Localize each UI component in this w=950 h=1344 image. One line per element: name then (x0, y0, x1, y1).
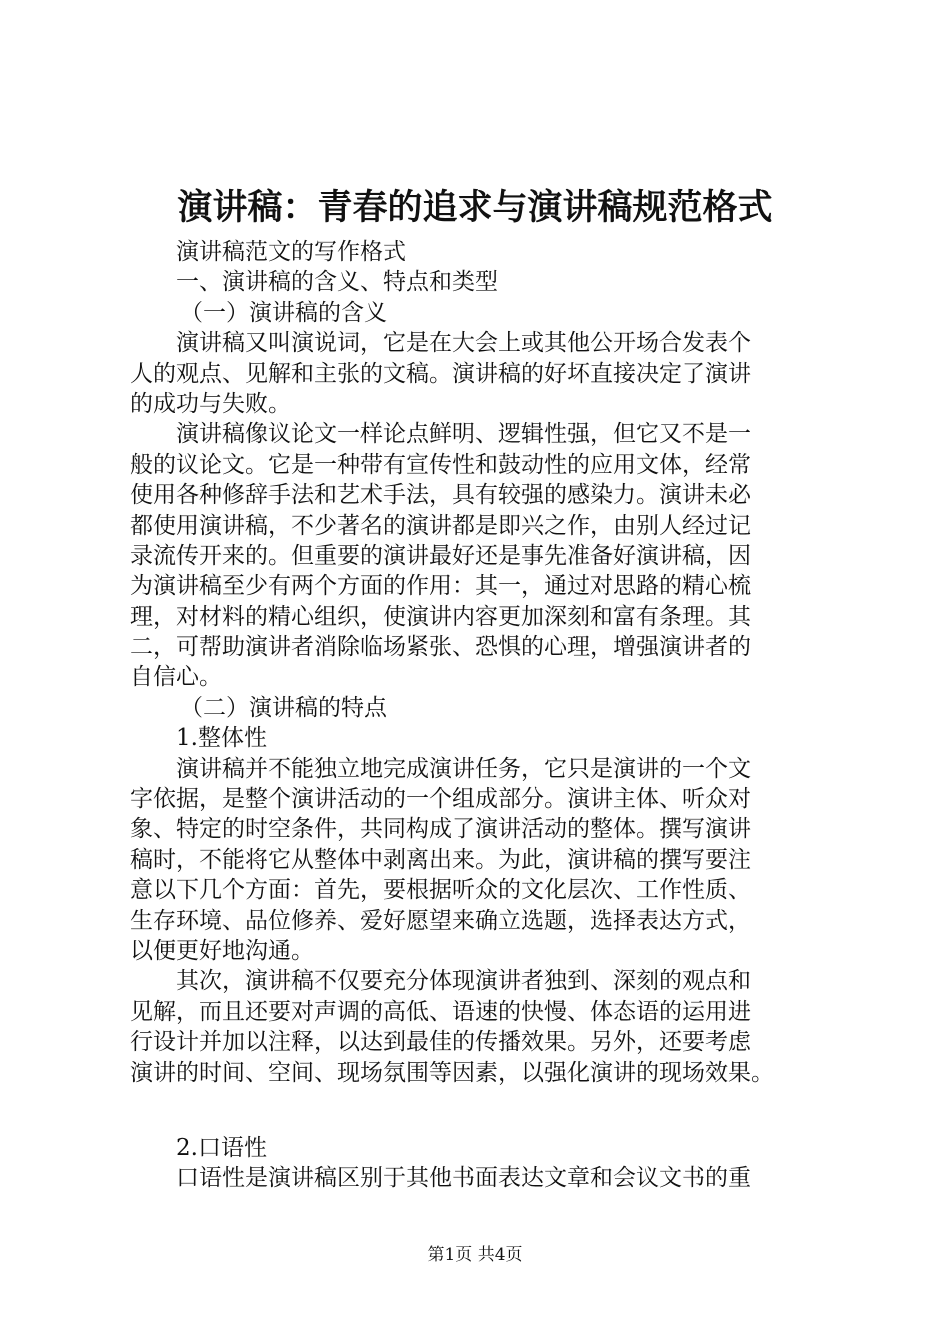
text-line: 演讲稿范文的写作格式 (176, 239, 406, 265)
text-line: 以便更好地沟通。 (130, 937, 314, 964)
text-line: 为演讲稿至少有两个方面的作用：其一，通过对思路的精心梳 (130, 573, 751, 600)
text-line: 生存环境、品位修养、爱好愿望来确立选题，选择表达方式， (130, 907, 751, 934)
text-line: 演讲稿又叫演说词，它是在大会上或其他公开场合发表个 (176, 330, 751, 357)
text-line: 般的议论文。它是一种带有宣传性和鼓动性的应用文体，经常 (130, 451, 751, 478)
text-line: 意以下几个方面：首先，要根据听众的文化层次、工作性质、 (130, 877, 751, 904)
text-line: 二，可帮助演讲者消除临场紧张、恐惧的心理，增强演讲者的 (130, 634, 751, 661)
text-line: （一）演讲稿的含义 (180, 299, 387, 326)
document-body (130, 237, 835, 1194)
text-line: 稿时，不能将它从整体中剥离出来。为此，演讲稿的撰写要注 (130, 846, 751, 873)
document-title: 演讲稿：青春的追求与演讲稿规范格式 (177, 187, 773, 228)
text-line: 的成功与失败。 (130, 390, 291, 417)
text-line: 字依据，是整个演讲活动的一个组成部分。演讲主体、听众对 (130, 786, 751, 813)
text-line: 其次，演讲稿不仅要充分体现演讲者独到、深刻的观点和 (176, 968, 751, 995)
paragraph-gap (130, 1088, 835, 1133)
text-line: 1.整体性 (176, 725, 267, 752)
text-line: 象、特定的时空条件，共同构成了演讲活动的整体。撰写演讲 (130, 816, 751, 843)
text-line: 理，对材料的精心组织，使演讲内容更加深刻和富有条理。其 (130, 603, 751, 630)
text-line: 见解，而且还要对声调的高低、语速的快慢、体态语的运用进 (130, 998, 751, 1025)
text-line: （二）演讲稿的特点 (180, 694, 387, 721)
text-line: 自信心。 (130, 664, 222, 691)
text-line: 使用各种修辞手法和艺术手法，具有较强的感染力。演讲未必 (130, 482, 751, 509)
text-line: 2.口语性 (176, 1134, 267, 1161)
text-line: 演讲的时间、空间、现场氛围等因素，以强化演讲的现场效果。 (130, 1059, 774, 1086)
text-line: 都使用演讲稿，不少著名的演讲都是即兴之作，由别人经过记 (130, 512, 751, 539)
text-line: 演讲稿并不能独立地完成演讲任务，它只是演讲的一个文 (176, 755, 751, 782)
text-line: 行设计并加以注释，以达到最佳的传播效果。另外，还要考虑 (130, 1029, 751, 1056)
text-line: 演讲稿像议论文一样论点鲜明、逻辑性强，但它又不是一 (176, 421, 751, 448)
text-line: 一、演讲稿的含义、特点和类型 (176, 269, 498, 296)
text-line: 人的观点、见解和主张的文稿。演讲稿的好坏直接决定了演讲 (130, 360, 751, 387)
page-number: 第1页 共4页 (427, 1245, 523, 1265)
text-line: 口语性是演讲稿区别于其他书面表达文章和会议文书的重 (176, 1165, 751, 1192)
text-line: 录流传开来的。但重要的演讲最好还是事先准备好演讲稿，因 (130, 542, 751, 569)
